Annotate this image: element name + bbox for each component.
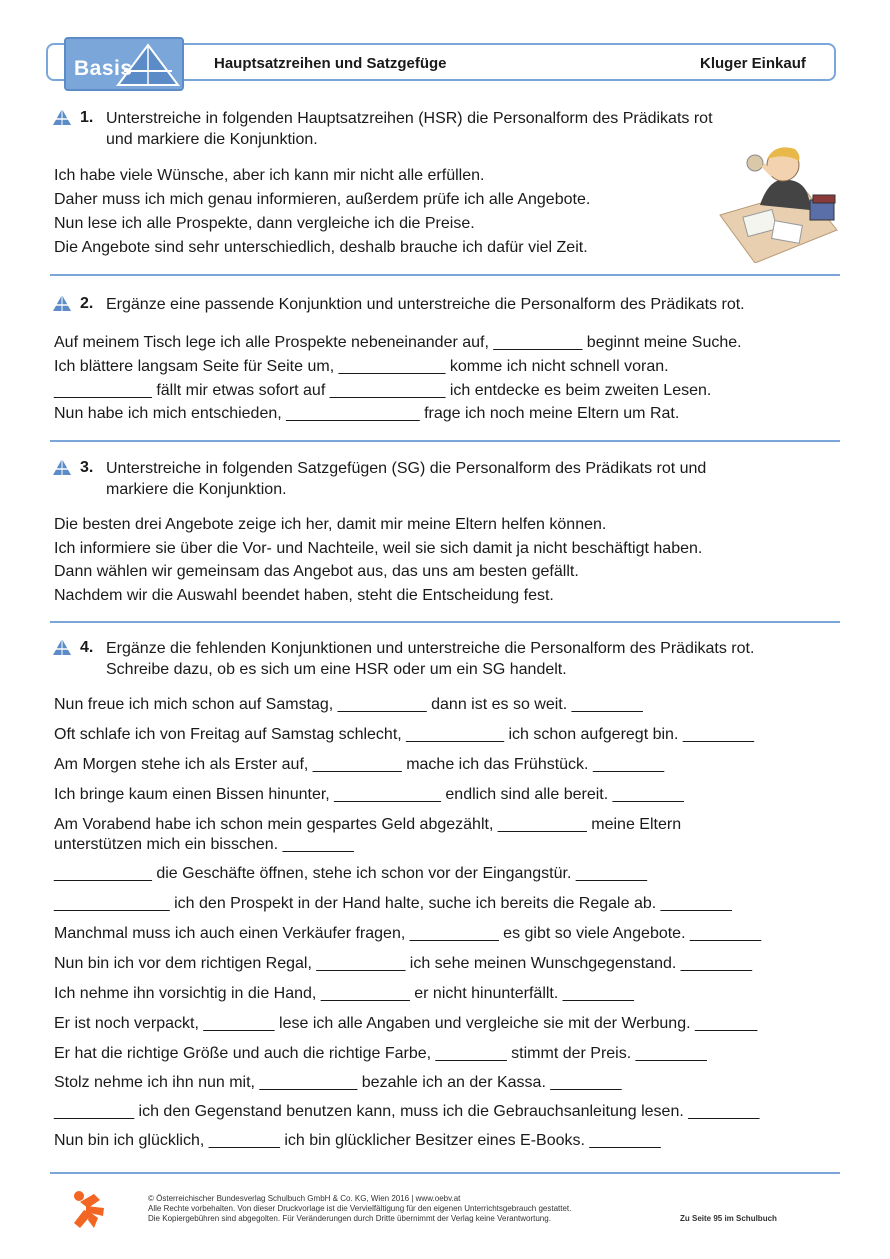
task-2-instruction: Ergänze eine passende Konjunktion und unterstreiche die Personalform des Prädikats rot. <box>106 296 745 313</box>
section-divider <box>50 274 840 276</box>
publisher-logo-icon <box>70 1190 110 1230</box>
task-4-sentence[interactable]: Er hat die richtige Größe und auch die richtige Farbe, ________ stimmt der Preis. ________ <box>54 1045 707 1062</box>
task-2-sentence[interactable]: Auf meinem Tisch lege ich alle Prospekte nebeneinander auf, __________ beginnt meine Suche. <box>54 334 742 351</box>
boy-reading-illustration <box>715 135 840 263</box>
task-4-instruction <box>106 638 754 680</box>
task-4-number: 4. <box>80 639 94 656</box>
section-divider <box>50 1172 840 1174</box>
task-4-sentence[interactable]: ___________ die Geschäfte öffnen, stehe ich schon vor der Eingangstür. ________ <box>54 865 648 882</box>
task-2-sentence[interactable]: Ich blättere langsam Seite für Seite um, ____________ komme ich nicht schnell voran. <box>54 358 669 375</box>
schoolbook-reference: Zu Seite 95 im Schulbuch <box>680 1214 777 1223</box>
section-divider <box>50 621 840 623</box>
task-4-sentence[interactable]: Oft schlafe ich von Freitag auf Samstag schlecht, ___________ ich schon aufgeregt bin. ________ <box>54 726 755 743</box>
footer-line: © Österreichischer Bundesverlag Schulbuch GmbH & Co. KG, Wien 2016 | www.oebv.at <box>148 1194 461 1203</box>
task-1-number: 1. <box>80 109 94 126</box>
task-4-sentence[interactable]: Am Morgen stehe ich als Erster auf, __________ mache ich das Frühstück. ________ <box>54 756 665 773</box>
task-4-sentence[interactable]: Manchmal muss ich auch einen Verkäufer fragen, __________ es gibt so viele Angebote. ________ <box>54 925 762 942</box>
footer-line: Die Kopiergebühren sind abgegolten. Für Veränderungen durch Dritte übernimmt der Verlag keine Verantwortung. <box>148 1214 551 1223</box>
task-3-sentence: Die besten drei Angebote zeige ich her, damit mir meine Eltern helfen können. <box>54 516 607 533</box>
task-3-instruction <box>106 458 706 500</box>
task-4-level-icon <box>52 638 72 656</box>
task-4-sentence[interactable]: unterstützen mich ein bisschen. ________ <box>54 836 354 853</box>
task-1-instruction <box>106 108 713 150</box>
task-4-sentence[interactable]: Stolz nehme ich ihn nun mit, ___________ bezahle ich an der Kassa. ________ <box>54 1074 622 1091</box>
task-4-sentence[interactable]: Er ist noch verpackt, ________ lese ich alle Angaben und vergleiche sie mit der Werbung. _______ <box>54 1015 758 1032</box>
task-1-sentence: Die Angebote sind sehr unterschiedlich, deshalb brauche ich dafür viel Zeit. <box>54 239 588 256</box>
instruction-line: markiere die Konjunktion. <box>106 481 287 498</box>
instruction-line: Unterstreiche in folgenden Hauptsatzreihen (HSR) die Personalform des Prädikats rot <box>106 110 713 127</box>
task-1-sentence: Daher muss ich mich genau informieren, außerdem prüfe ich alle Angebote. <box>54 191 591 208</box>
task-3-level-icon <box>52 458 72 476</box>
worksheet-title: Hauptsatzreihen und Satzgefüge <box>214 55 447 72</box>
instruction-line: Unterstreiche in folgenden Satzgefügen (SG) die Personalform des Prädikats rot und <box>106 460 707 477</box>
task-2-sentence[interactable]: Nun habe ich mich entschieden, _______________ frage ich noch meine Eltern um Rat. <box>54 405 680 422</box>
task-4-sentence[interactable]: Am Vorabend habe ich schon mein gespartes Geld abgezählt, __________ meine Eltern <box>54 816 682 833</box>
task-4-sentence[interactable]: Nun freue ich mich schon auf Samstag, __________ dann ist es so weit. ________ <box>54 696 643 713</box>
instruction-line: Schreibe dazu, ob es sich um eine HSR oder um ein SG handelt. <box>106 661 567 678</box>
task-4-sentence[interactable]: Ich nehme ihn vorsichtig in die Hand, __________ er nicht hinunterfällt. ________ <box>54 985 634 1002</box>
task-1-sentence: Ich habe viele Wünsche, aber ich kann mir nicht alle erfüllen. <box>54 167 485 184</box>
copyright-notice <box>148 1194 571 1224</box>
task-4-sentence[interactable]: Ich bringe kaum einen Bissen hinunter, ____________ endlich sind alle bereit. ________ <box>54 786 684 803</box>
instruction-line: und markiere die Konjunktion. <box>106 131 318 148</box>
task-2-level-icon <box>52 294 72 312</box>
instruction-line: Ergänze die fehlenden Konjunktionen und unterstreiche die Personalform des Prädikats rot. <box>106 640 755 657</box>
task-3-sentence: Ich informiere sie über die Vor- und Nachteile, weil sie sich damit ja nicht beschäftigt haben. <box>54 540 703 557</box>
task-1-level-icon <box>52 108 72 126</box>
task-4-sentence[interactable]: _____________ ich den Prospekt in der Hand halte, suche ich bereits die Regale ab. ________ <box>54 895 732 912</box>
task-2-number: 2. <box>80 295 94 312</box>
task-3-sentence: Nachdem wir die Auswahl beendet haben, steht die Entscheidung fest. <box>54 587 554 604</box>
task-4-sentence[interactable]: Nun bin ich glücklich, ________ ich bin glücklicher Besitzer eines E-Books. ________ <box>54 1132 661 1149</box>
task-3-sentence: Dann wählen wir gemeinsam das Angebot aus, das uns am besten gefällt. <box>54 563 579 580</box>
task-2-sentence[interactable]: ___________ fällt mir etwas sofort auf _____________ ich entdecke es beim zweiten Lesen. <box>54 382 712 399</box>
task-1-sentence: Nun lese ich alle Prospekte, dann vergleiche ich die Preise. <box>54 215 475 232</box>
footer-line: Alle Rechte vorbehalten. Von dieser Druckvorlage ist die Vervielfältigung für den eigenen Unterrichtsgebrauch gestattet. <box>148 1204 572 1213</box>
task-4-sentence[interactable]: Nun bin ich vor dem richtigen Regal, __________ ich sehe meinen Wunschgegenstand. ________ <box>54 955 752 972</box>
level-label: Basis <box>74 57 133 80</box>
worksheet-topic: Kluger Einkauf <box>700 55 806 72</box>
task-3-number: 3. <box>80 459 94 476</box>
task-4-sentence[interactable]: _________ ich den Gegenstand benutzen kann, muss ich die Gebrauchsanleitung lesen. ________ <box>54 1103 760 1120</box>
section-divider <box>50 440 840 442</box>
